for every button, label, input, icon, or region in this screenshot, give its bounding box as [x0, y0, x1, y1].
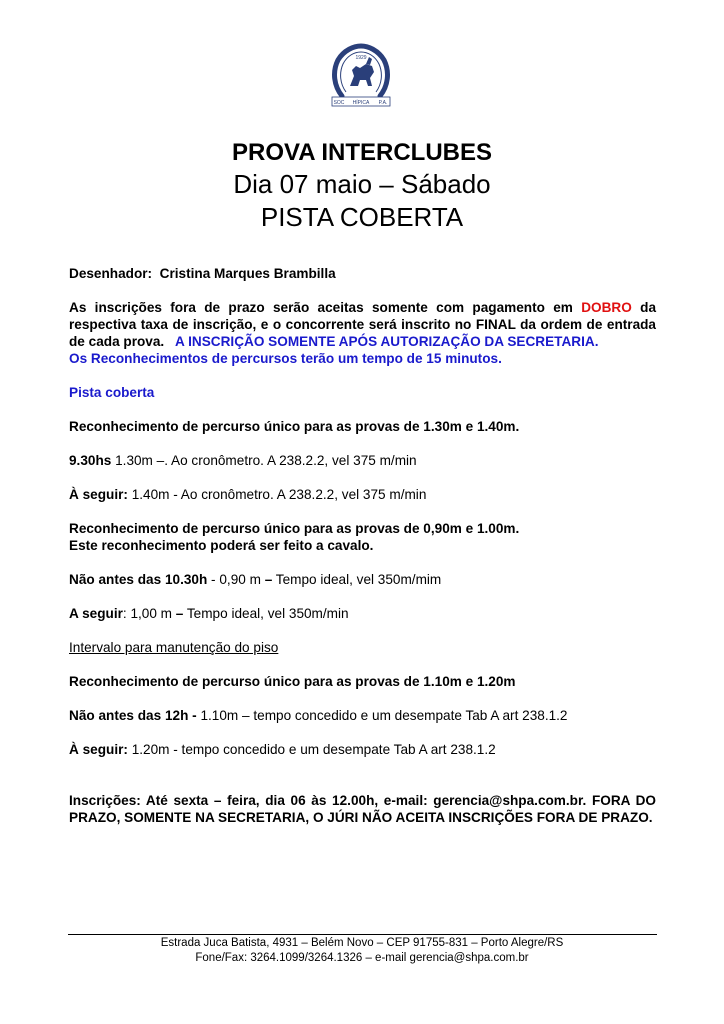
schedule-item-3 [69, 571, 656, 588]
schedule-item-2 [69, 486, 656, 503]
document-body [69, 265, 656, 826]
schedule-item-4 [69, 605, 656, 622]
recon-2-note: Este reconhecimento poderá ser feito a cavalo. [69, 538, 374, 553]
notice-highlight: DOBRO [581, 300, 632, 315]
logo-text-right: P.A. [378, 100, 388, 106]
authorization-notice: A INSCRIÇÃO SOMENTE APÓS AUTORIZAÇÃO DA SECRETARIA. [175, 334, 599, 349]
schedule-item-5 [69, 707, 656, 724]
designer-label: Desenhador: [69, 266, 153, 281]
notice-text-2: da respectiva taxa de inscrição, e o concorrente será inscrito no FINAL da ordem de entrada de cada prova. [69, 300, 656, 349]
schedule-desc: 1.10m – tempo concedido e um desempate Tab A art 238.1.2 [196, 708, 568, 723]
recon-1: Reconhecimento de percurso único para as provas de 1.30m e 1.40m. [69, 419, 520, 434]
section-title: Pista coberta [69, 385, 155, 400]
schedule-desc: Tempo ideal, vel 350m/mim [272, 572, 442, 587]
designer-line [69, 265, 656, 282]
schedule-desc: : 1,00 m [122, 606, 176, 621]
recognition-notice: Os Reconhecimentos de percursos terão um tempo de 15 minutos. [69, 351, 502, 366]
page-footer [0, 936, 724, 966]
notice-text-1: As inscrições fora de prazo serão aceitas somente com pagamento em [69, 300, 582, 315]
schedule-time: À seguir: [69, 742, 128, 757]
schedule-item-1 [69, 452, 656, 469]
schedule-desc: Tempo ideal, vel 350m/min [183, 606, 349, 621]
horseshoe-horse-icon [328, 42, 394, 108]
event-date: Dia 07 maio – Sábado [233, 169, 491, 199]
maintenance-interval: Intervalo para manutenção do piso [69, 640, 279, 655]
schedule-desc: 1.20m - tempo concedido e um desempate Tab A art 238.1.2 [127, 742, 496, 757]
schedule-desc: 1.30m –. Ao cronômetro. A 238.2.2, vel 375 m/min [111, 453, 417, 468]
late-registration-notice [69, 299, 656, 350]
recon-2: Reconhecimento de percurso único para as provas de 0,90m e 1.00m. [69, 521, 520, 536]
schedule-item-6 [69, 741, 656, 758]
event-title: PROVA INTERCLUBES [231, 139, 492, 166]
registration-info: Inscrições: Até sexta – feira, dia 06 às 12.00h, e-mail: gerencia@shpa.com.br. FORA DO PRAZO, SOMENTE NA SECRETARIA, O JÚRI NÃO ACEITA INSCRIÇÕES FORA DE PRAZO. [69, 793, 656, 825]
footer-divider [68, 934, 657, 935]
schedule-time: À seguir: [69, 487, 128, 502]
logo-text-center: HÍPICA [352, 100, 370, 106]
schedule-time: Não antes das 10.30h [69, 572, 208, 587]
schedule-dash: – [264, 572, 273, 587]
schedule-time: 9.30hs [69, 453, 112, 468]
club-logo [328, 42, 394, 108]
schedule-desc: 1.40m - Ao cronômetro. A 238.2.2, vel 375 m/min [127, 487, 427, 502]
footer-contact: Fone/Fax: 3264.1099/3264.1326 – e-mail gerencia@shpa.com.br [195, 952, 529, 964]
recon-3: Reconhecimento de percurso único para as provas de 1.10m e 1.20m [69, 674, 516, 689]
schedule-time: A seguir [69, 606, 123, 621]
schedule-desc: - 0,90 m [207, 572, 265, 587]
schedule-time: Não antes das 12h - [69, 708, 197, 723]
logo-year: 1929 [355, 55, 367, 61]
designer-name: Cristina Marques Brambilla [159, 266, 336, 281]
schedule-dash: – [175, 606, 184, 621]
logo-text-left: SOC [333, 100, 345, 106]
document-header [0, 137, 724, 234]
footer-address: Estrada Juca Batista, 4931 – Belém Novo – CEP 91755-831 – Porto Alegre/RS [160, 937, 564, 949]
event-venue: PISTA COBERTA [260, 202, 464, 232]
